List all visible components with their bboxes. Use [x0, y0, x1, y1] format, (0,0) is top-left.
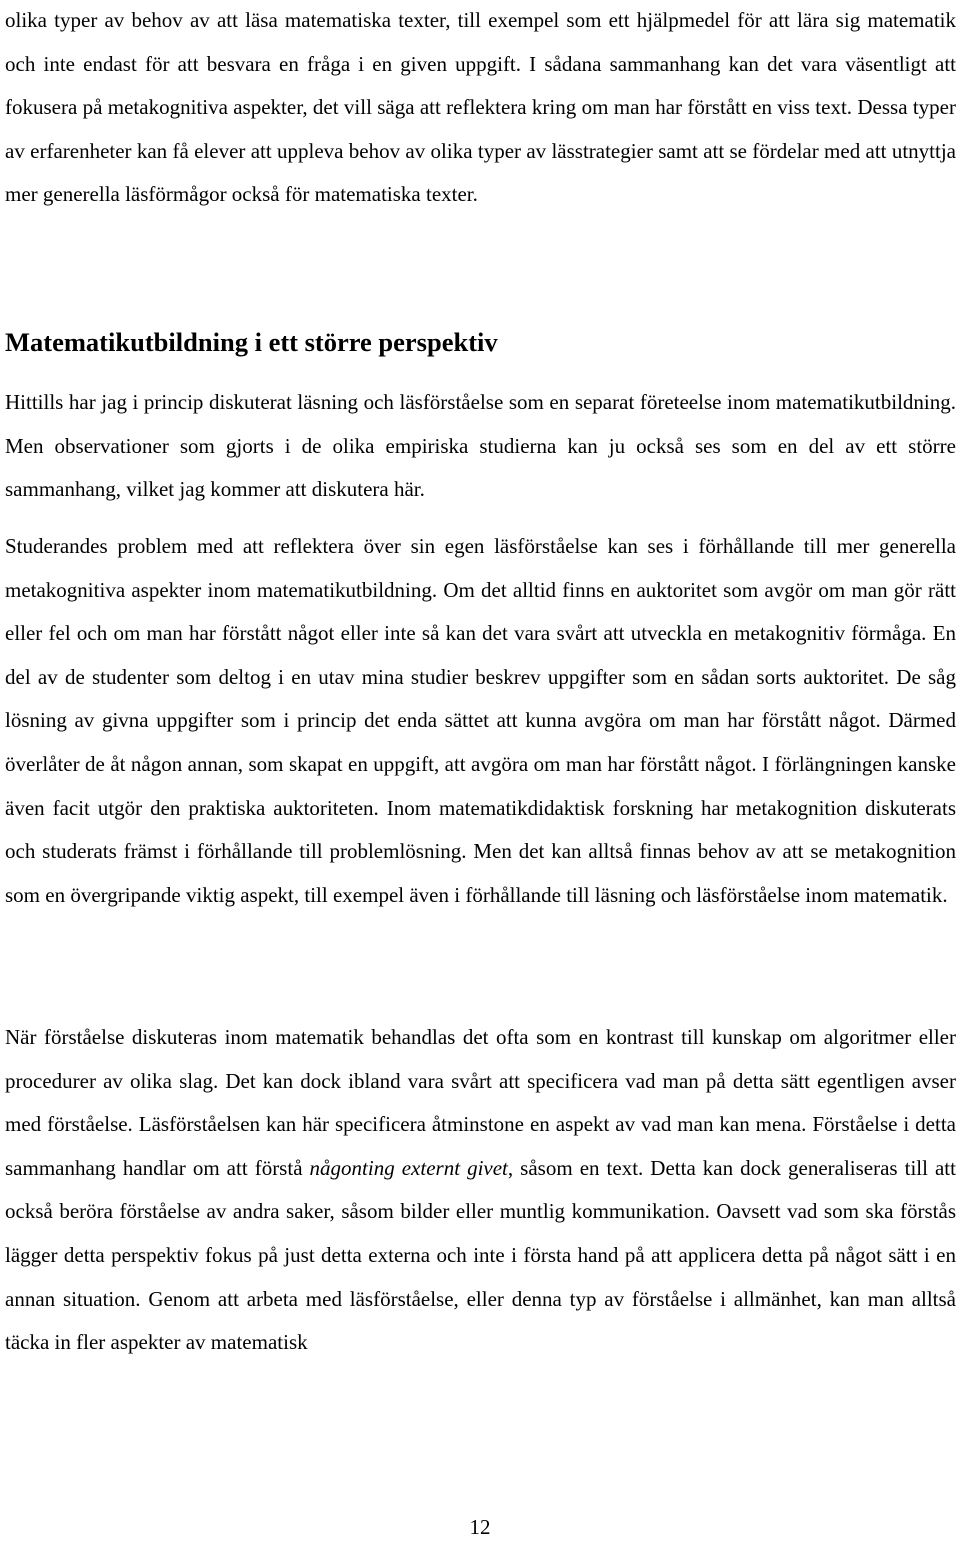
body-paragraph [5, 1016, 956, 1365]
paragraph-text: När förståelse diskuteras inom matematik behandlas det ofta som en kontrast till kunskap om algoritmer eller procedurer av olika slag. Det kan dock ibland vara svårt att specificera vad man på detta sätt egentligen avser med förståelse. Läsförståelsen kan här specificera åtminstone en aspekt av vad man kan mena. Förståelse i detta sammanhang handlar om att förstå [5, 1025, 956, 1180]
body-paragraph: olika typer av behov av att läsa matematiska texter, till exempel som ett hjälpmedel för att lära sig matematik och inte endast för att besvara en fråga i en given uppgift. I sådana sammanhang kan det vara väsentligt att fokusera på metakognitiva aspekter, det vill säga att reflektera kring om man har förstått en viss text. Dessa typer av erfarenheter kan få elever att uppleva behov av olika typer av lässtrategier samt att se fördelar med att utnyttja mer generella läsförmågor också för matematiska texter. [5, 8, 956, 207]
emphasized-text: någonting externt givet [309, 1155, 508, 1180]
section-heading: Matematikutbildning i ett större perspektiv [5, 327, 498, 357]
body-paragraph: Hittills har jag i princip diskuterat läsning och läsförståelse som en separat företeelse inom matematikutbildning. Men observationer som gjorts i de olika empiriska studierna kan ju också ses som en del av ett större sammanhang, vilket jag kommer att diskutera här. [5, 390, 956, 502]
body-paragraph: Studerandes problem med att reflektera över sin egen läsförståelse kan ses i förhållande till mer generella metakognitiva aspekter inom matematikutbildning. Om det alltid finns en auktoritet som avgör om man gör rätt eller fel och om man har förstått något eller inte så kan det vara svårt att utveckla en metakognitiv förmåga. En del av de studenter som deltog i en utav mina studier beskrev uppgifter som en sådan sorts auktoritet. De såg lösning av givna uppgifter som i princip det enda sättet att kunna avgöra om man har förstått något. Därmed överlåter de åt någon annan, som skapat en uppgift, att avgöra om man har förstått något. I förlängningen kanske även facit utgör den praktiska auktoriteten. Inom matematikdidaktisk forskning har metakognition diskuterats och studerats främst i förhållande till problemlösning. Men det kan alltså finnas behov av att se metakognition som en övergripande viktig aspekt, till exempel även i förhållande till läsning och läsförståelse inom matematik. [5, 534, 956, 907]
paragraph-text: , såsom en text. Detta kan dock generaliseras till att också beröra förståelse av andra saker, såsom bilder eller muntlig kommunikation. Oavsett vad som ska förstås lägger detta perspektiv fokus på just detta externa och inte i första hand på att applicera detta på något sätt i en annan situation. Genom att arbeta med läsförståelse, eller denna typ av förståelse i allmänhet, kan man alltså täcka in fler aspekter av matematisk [5, 1155, 956, 1355]
page-number: 12 [469, 1515, 491, 1539]
